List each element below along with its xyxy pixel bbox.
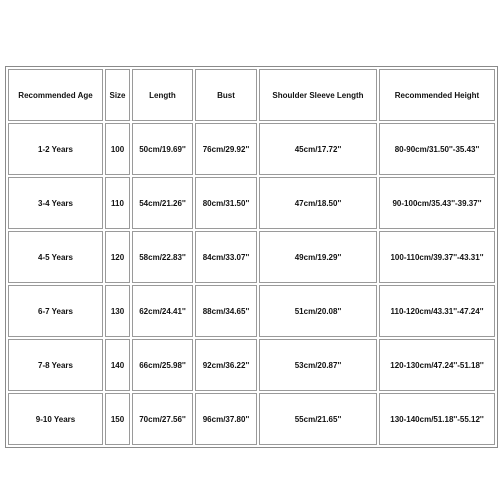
table-row — [8, 339, 495, 391]
cell-recommended-height: 110-120cm/43.31''-47.24'' — [379, 285, 495, 337]
table-row — [8, 177, 495, 229]
cell-size: 100 — [105, 123, 130, 175]
cell-age: 9-10 Years — [8, 393, 103, 445]
size-chart-table — [5, 66, 498, 448]
table-row — [8, 285, 495, 337]
cell-size: 130 — [105, 285, 130, 337]
table-row — [8, 123, 495, 175]
cell-length: 50cm/19.69'' — [132, 123, 193, 175]
cell-shoulder-sleeve-length: 53cm/20.87'' — [259, 339, 377, 391]
header-length: Length — [132, 69, 193, 121]
cell-length: 54cm/21.26'' — [132, 177, 193, 229]
cell-bust: 96cm/37.80'' — [195, 393, 257, 445]
header-recommended-height: Recommended Height — [379, 69, 495, 121]
cell-length: 70cm/27.56'' — [132, 393, 193, 445]
header-shoulder-sleeve-length: Shoulder Sleeve Length — [259, 69, 377, 121]
cell-bust: 84cm/33.07'' — [195, 231, 257, 283]
cell-shoulder-sleeve-length: 51cm/20.08'' — [259, 285, 377, 337]
cell-age: 7-8 Years — [8, 339, 103, 391]
cell-recommended-height: 130-140cm/51.18''-55.12'' — [379, 393, 495, 445]
header-recommended-age: Recommended Age — [8, 69, 103, 121]
cell-age: 6-7 Years — [8, 285, 103, 337]
cell-recommended-height: 90-100cm/35.43''-39.37'' — [379, 177, 495, 229]
cell-length: 66cm/25.98'' — [132, 339, 193, 391]
cell-age: 1-2 Years — [8, 123, 103, 175]
cell-bust: 80cm/31.50'' — [195, 177, 257, 229]
table-row — [8, 231, 495, 283]
cell-shoulder-sleeve-length: 55cm/21.65'' — [259, 393, 377, 445]
cell-recommended-height: 80-90cm/31.50''-35.43'' — [379, 123, 495, 175]
cell-size: 120 — [105, 231, 130, 283]
header-bust: Bust — [195, 69, 257, 121]
cell-age: 3-4 Years — [8, 177, 103, 229]
cell-recommended-height: 100-110cm/39.37''-43.31'' — [379, 231, 495, 283]
cell-size: 140 — [105, 339, 130, 391]
cell-bust: 92cm/36.22'' — [195, 339, 257, 391]
cell-shoulder-sleeve-length: 47cm/18.50'' — [259, 177, 377, 229]
cell-shoulder-sleeve-length: 49cm/19.29'' — [259, 231, 377, 283]
header-size: Size — [105, 69, 130, 121]
cell-recommended-height: 120-130cm/47.24''-51.18'' — [379, 339, 495, 391]
cell-age: 4-5 Years — [8, 231, 103, 283]
cell-size: 110 — [105, 177, 130, 229]
table-header-row — [8, 69, 495, 121]
cell-shoulder-sleeve-length: 45cm/17.72'' — [259, 123, 377, 175]
cell-bust: 88cm/34.65'' — [195, 285, 257, 337]
cell-length: 58cm/22.83'' — [132, 231, 193, 283]
cell-size: 150 — [105, 393, 130, 445]
table-row — [8, 393, 495, 445]
cell-length: 62cm/24.41'' — [132, 285, 193, 337]
cell-bust: 76cm/29.92'' — [195, 123, 257, 175]
